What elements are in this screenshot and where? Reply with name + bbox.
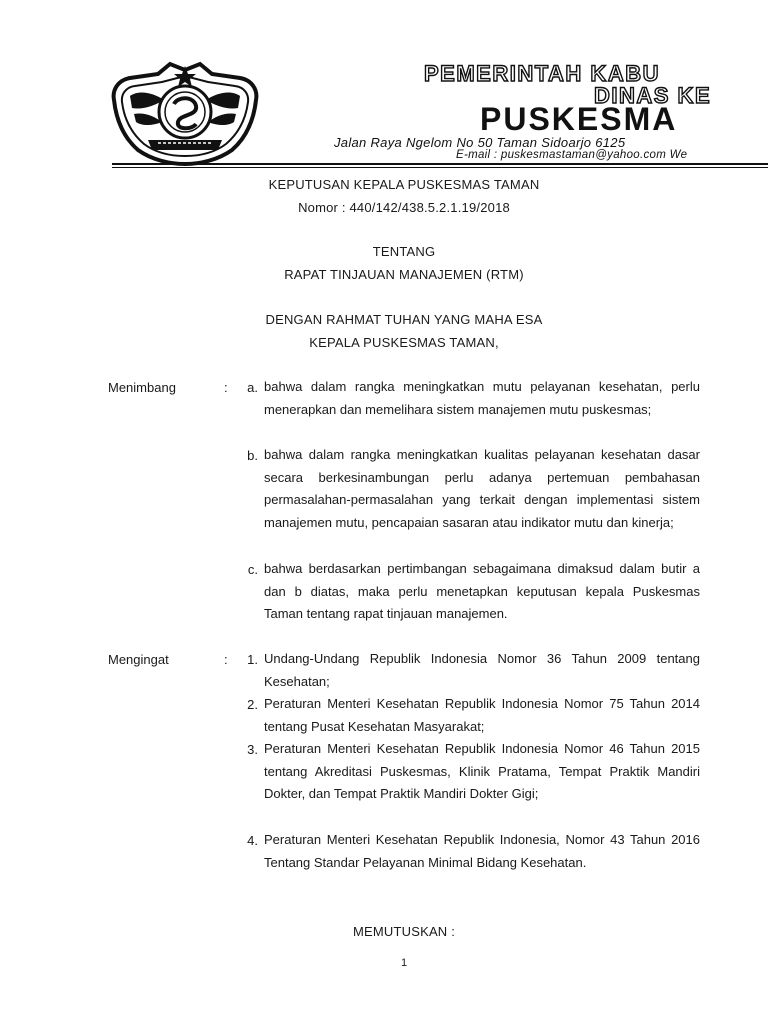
decree-invocation: DENGAN RAHMAT TUHAN YANG MAHA ESA <box>265 312 543 327</box>
letterhead-rule-thin <box>112 167 768 168</box>
menimbang-marker-a: a. <box>247 380 258 395</box>
decree-heading: KEPUTUSAN KEPALA PUSKESMAS TAMAN <box>268 177 540 192</box>
letterhead-government-line: PEMERINTAH KABU <box>424 61 660 86</box>
letterhead-institution-name: PUSKESMA <box>480 101 678 137</box>
mengingat-item-2: Peraturan Menteri Kesehatan Republik Indonesia Nomor 75 Tahun 2014 tentang Pusat Kesehatan Masyarakat; <box>264 696 700 734</box>
menimbang-item-c: bahwa berdasarkan pertimbangan sebagaimana dimaksud dalam butir a dan b diatas, maka perlu menetapkan keputusan kepala Puskesmas Taman tentang rapat tinjauan manajemen. <box>264 561 700 621</box>
letterhead-address: Jalan Raya Ngelom No 50 Taman Sidoarjo 6125 <box>334 135 626 150</box>
menimbang-colon: : <box>224 380 228 395</box>
mengingat-label: Mengingat <box>108 652 169 667</box>
letterhead-rule-thick <box>112 163 768 165</box>
mengingat-marker-2: 2. <box>247 697 258 712</box>
menimbang-marker-c: c. <box>247 562 258 577</box>
mengingat-colon: : <box>224 652 228 667</box>
mengingat-item-4: Peraturan Menteri Kesehatan Republik Indonesia, Nomor 43 Tahun 2016 Tentang Standar Pelayanan Minimal Bidang Kesehatan. <box>264 832 700 870</box>
menimbang-marker-b: b. <box>247 448 258 463</box>
mengingat-item-3: Peraturan Menteri Kesehatan Republik Indonesia Nomor 46 Tahun 2015 tentang Akreditasi Puskesmas, Klinik Pratama, Tempat Praktik Mandiri Dokter, dan Tempat Praktik Mandiri Dokter Gigi; <box>264 741 700 801</box>
mengingat-marker-3: 3. <box>247 742 258 757</box>
mengingat-marker-1: 1. <box>247 652 258 667</box>
page-number: 1 <box>400 957 408 969</box>
menimbang-item-a: bahwa dalam rangka meningkatkan mutu pelayanan kesehatan, perlu menerapkan dan memelihara sistem manajemen mutu puskesmas; <box>264 379 700 417</box>
regency-emblem-icon <box>108 60 262 166</box>
letterhead <box>0 0 768 170</box>
decree-number: Nomor : 440/142/438.5.2.1.19/2018 <box>298 200 510 215</box>
mengingat-item-1: Undang-Undang Republik Indonesia Nomor 36 Tahun 2009 tentang Kesehatan; <box>264 651 700 689</box>
letterhead-agency-line: DINAS KE <box>594 83 712 108</box>
memutuskan-heading: MEMUTUSKAN : <box>352 924 456 939</box>
menimbang-item-b: bahwa dalam rangka meningkatkan kualitas pelayanan kesehatan dasar secara berkesinambungan perlu adanya pertemuan pembahasan permasalahan-permasalahan yang terkait dengan implementasi sistem manajemen mutu, pencapaian sasaran atau indikator mutu dan kinerja; <box>264 447 700 530</box>
letterhead-email: E-mail : puskesmastaman@yahoo.com We <box>456 149 688 161</box>
decree-subject: RAPAT TINJAUAN MANAJEMEN (RTM) <box>284 267 524 282</box>
menimbang-label: Menimbang <box>108 380 176 395</box>
decree-tentang: TENTANG <box>372 244 436 259</box>
decree-authority: KEPALA PUSKESMAS TAMAN, <box>309 335 499 350</box>
mengingat-marker-4: 4. <box>247 833 258 848</box>
